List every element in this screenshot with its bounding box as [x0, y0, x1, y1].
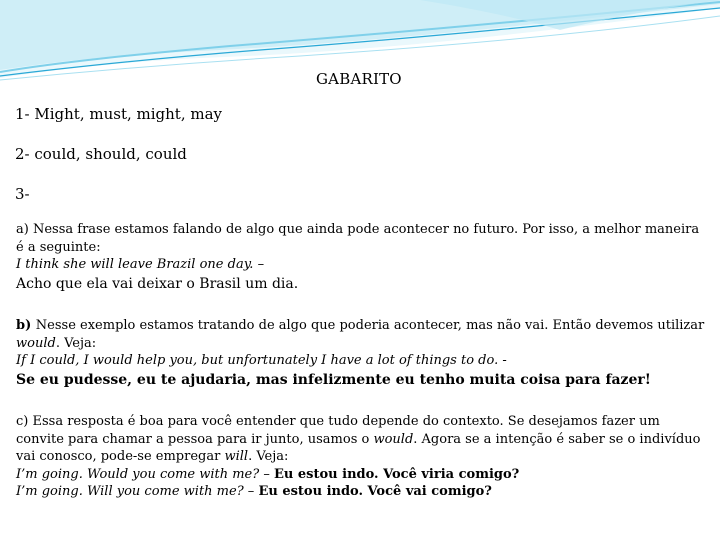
answer-3a-explanation: a) Nessa frase estamos falando de algo que ainda pode acontecer no futuro. Por isso, a melhor maneira é a seguinte: [16, 222, 700, 255]
answer-3a [16, 221, 706, 294]
answer-3a-translation: Acho que ela vai deixar o Brasil um dia. [16, 275, 299, 292]
answer-1: 1- Might, must, might, may [15, 105, 222, 123]
answer-3b-translation: Se eu pudesse, eu te ajudaria, mas infelizmente eu tenho muita coisa para fazer! [16, 371, 651, 388]
answer-3-label: 3- [15, 185, 30, 203]
answer-3b-example: If I could, I would help you, but unfortunately I have a lot of things to do. - [16, 353, 507, 368]
answer-3b-explanation: b) Nesse exemplo estamos tratando de algo que poderia acontecer, mas não vai. Então devemos utilizar would. Veja: [16, 318, 705, 351]
answer-3c-example-1: I’m going. Would you come with me? – Eu estou indo. Você viria comigo? [16, 466, 520, 482]
answer-3a-example: I think she will leave Brazil one day. – [16, 257, 265, 272]
answer-3c [16, 413, 706, 501]
answer-3c-explanation: c) Essa resposta é boa para você entender que tudo depende do contexto. Se desejamos fazer um convite para chamar a pessoa para ir junto, usamos o would. Agora se a intenção é saber se o indivíduo vai conosco, pode-se empregar will. Veja: [16, 414, 701, 464]
page-title: GABARITO [316, 70, 402, 88]
answer-3c-example-2: I’m going. Will you come with me? – Eu estou indo. Você vai comigo? [16, 484, 492, 499]
answer-3b [16, 317, 706, 390]
answer-2: 2- could, should, could [15, 145, 187, 163]
